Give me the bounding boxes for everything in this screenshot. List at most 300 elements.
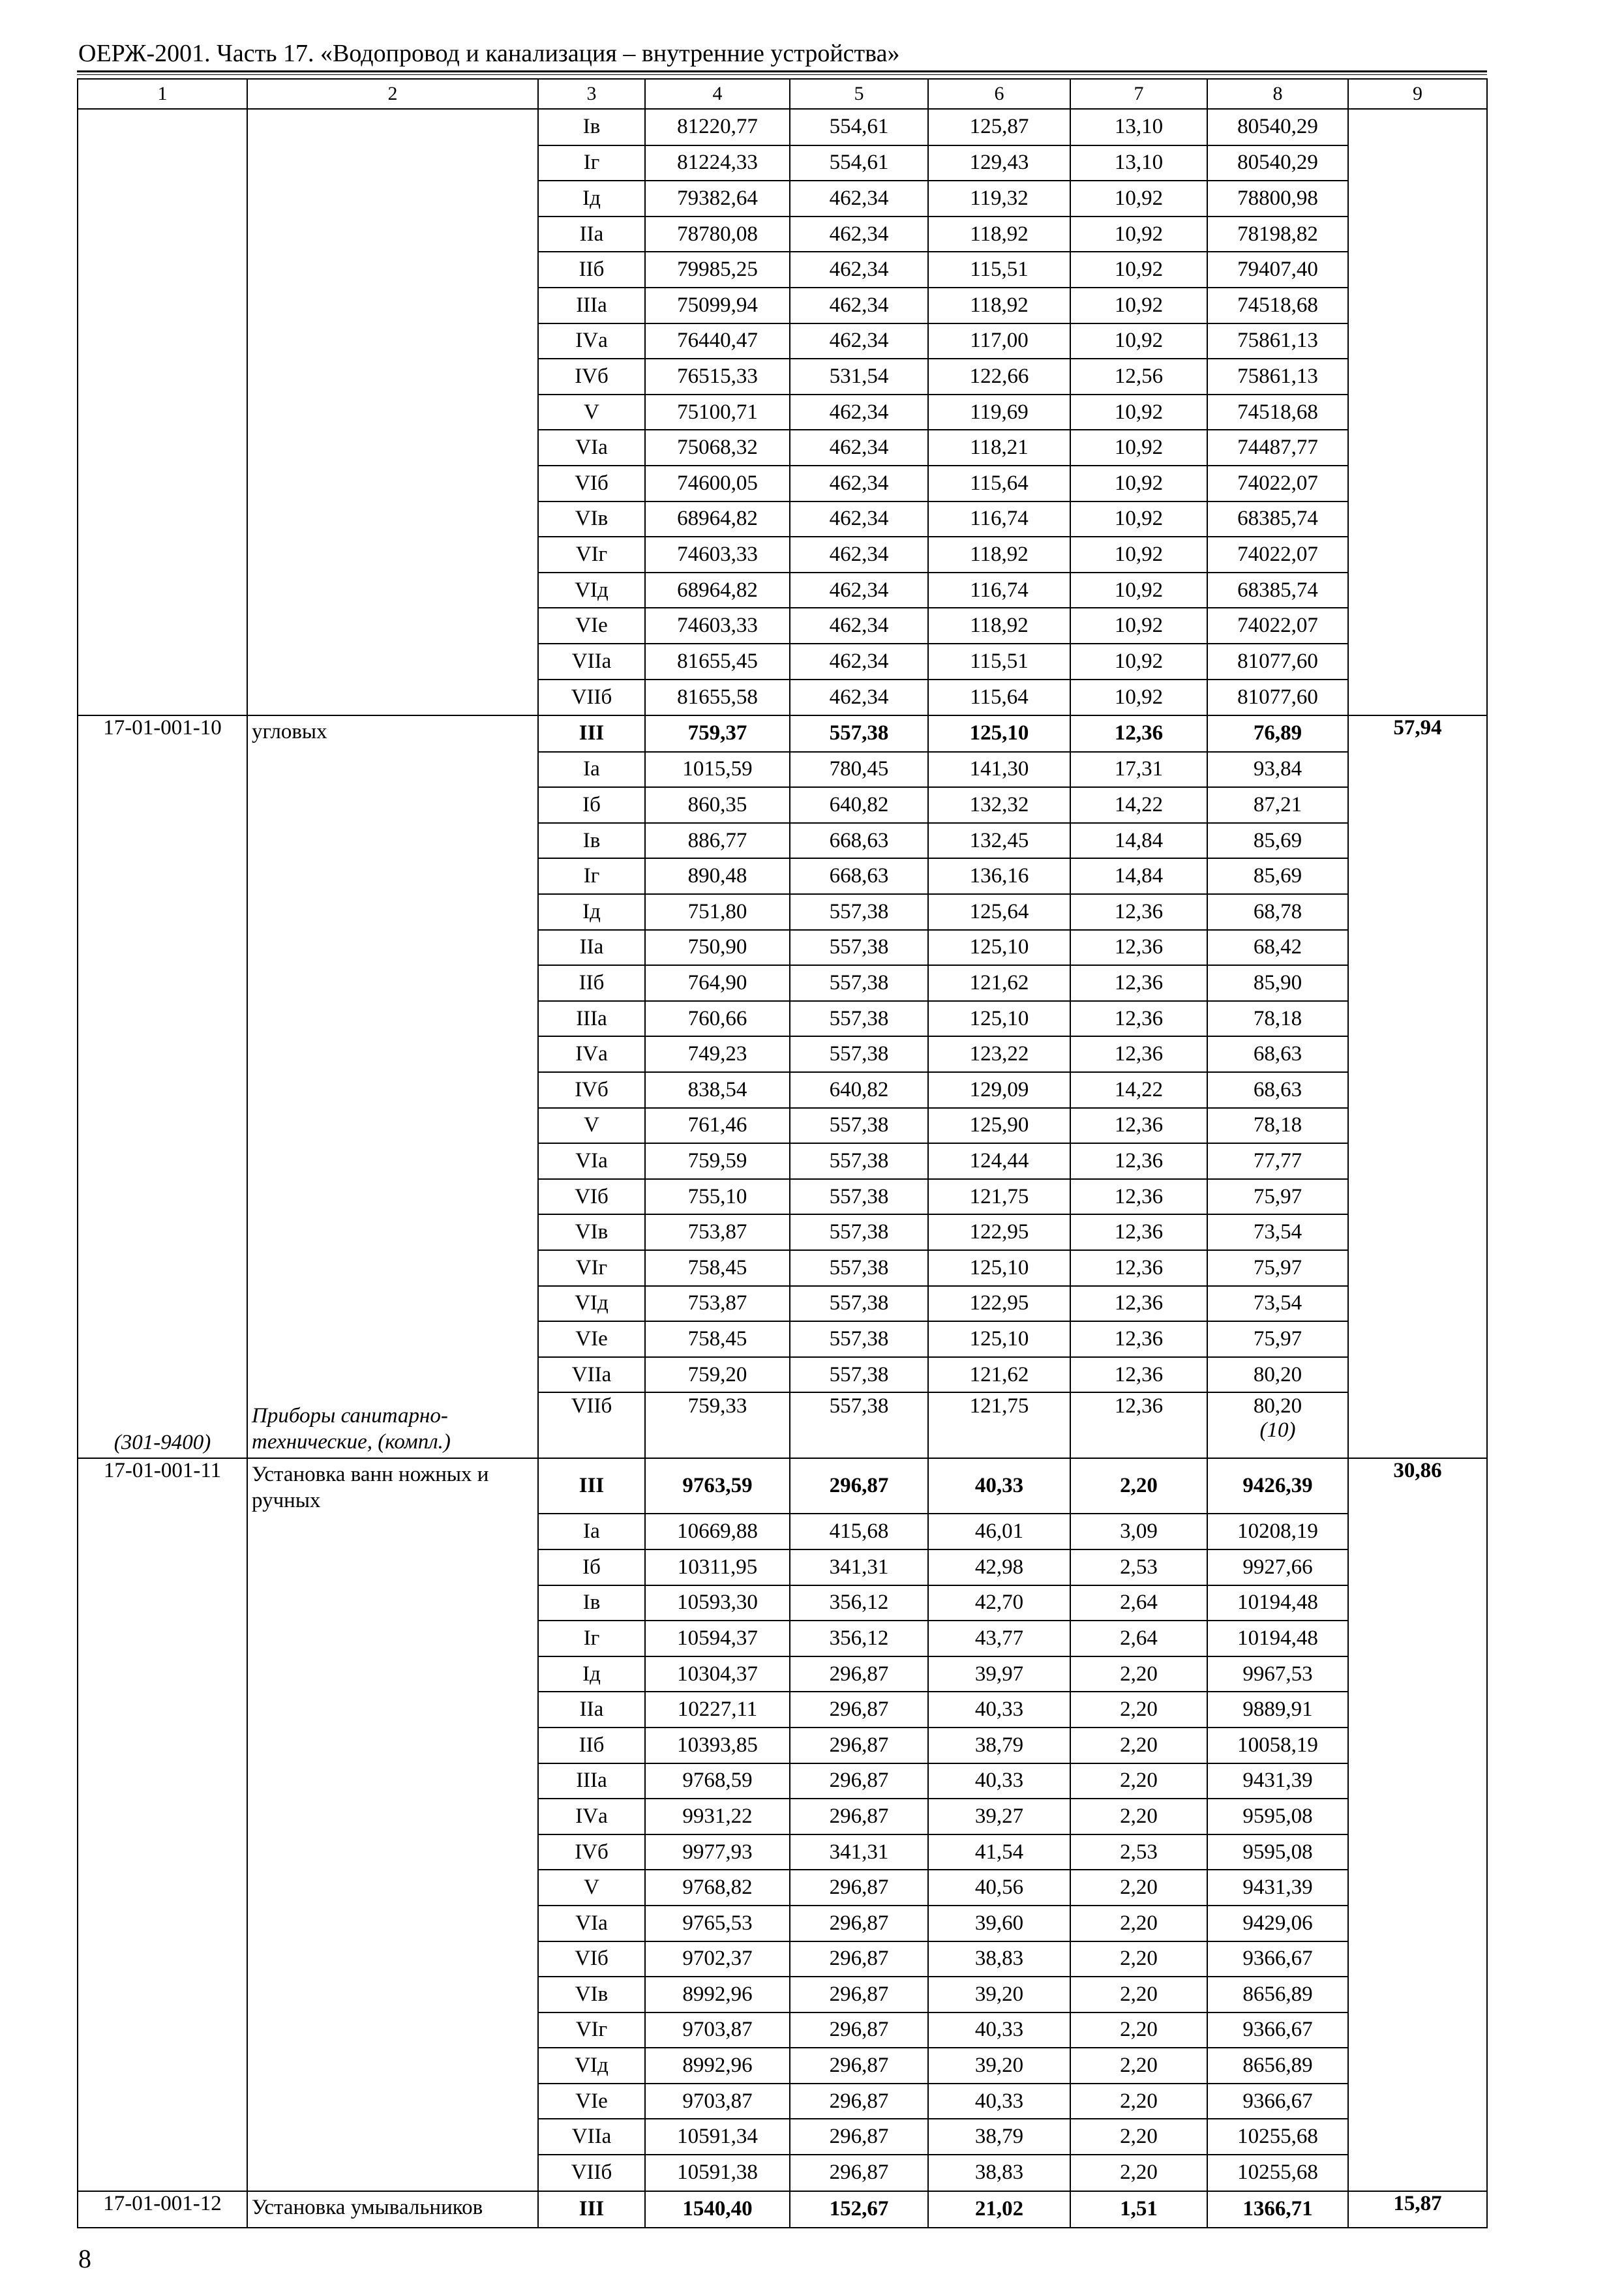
cell-c4: 75068,32 <box>645 430 790 466</box>
cell-c7: 12,56 <box>1070 359 1207 395</box>
cell-c4: 9768,59 <box>645 1763 790 1799</box>
cell-c2 <box>247 1036 538 1072</box>
cell-c8: 74518,68 <box>1207 288 1348 323</box>
table-row <box>78 965 1487 1001</box>
cell-c9 <box>1348 1977 1487 2012</box>
cell-c7: 12,36 <box>1070 1036 1207 1072</box>
cell-c2 <box>247 1143 538 1179</box>
cell-c5: 296,87 <box>790 1656 928 1692</box>
cell-c6: 41,54 <box>928 1834 1070 1870</box>
table-row <box>78 359 1487 395</box>
cell-c5: 462,34 <box>790 323 928 359</box>
cell-c8: 79407,40 <box>1207 252 1348 288</box>
cell-c9 <box>1348 2155 1487 2191</box>
cell-c7: 12,36 <box>1070 1179 1207 1215</box>
cell-c7: 10,92 <box>1070 252 1207 288</box>
column-number: 8 <box>1207 79 1348 109</box>
table-row <box>78 537 1487 573</box>
table-row <box>78 1250 1487 1286</box>
cell-c6: 118,92 <box>928 537 1070 573</box>
table-row <box>78 1656 1487 1692</box>
cell-c2 <box>247 965 538 1001</box>
cell-c9 <box>1348 1656 1487 1692</box>
column-number: 2 <box>247 79 538 109</box>
cell-c3: VIа <box>538 430 645 466</box>
cell-c7: 2,20 <box>1070 2012 1207 2048</box>
cell-c7: 2,20 <box>1070 2084 1207 2119</box>
table-row <box>78 1763 1487 1799</box>
cell-c5: 296,87 <box>790 2084 928 2119</box>
cell-c9 <box>1348 109 1487 145</box>
cell-c6: 121,75 <box>928 1392 1070 1458</box>
cell-c9 <box>1348 395 1487 430</box>
cell-c2 <box>247 217 538 252</box>
table-row <box>78 2119 1487 2155</box>
cell-c4: 759,37 <box>645 715 790 752</box>
cell-c3: VIе <box>538 608 645 644</box>
cell-c9: 57,94 <box>1348 715 1487 752</box>
cell-c6: 40,33 <box>928 2084 1070 2119</box>
cell-c2 <box>247 1941 538 1977</box>
cell-c5: 296,87 <box>790 1458 928 1514</box>
cell-c2 <box>247 1977 538 2012</box>
cell-c2: угловых <box>247 715 538 752</box>
table-row <box>78 894 1487 930</box>
cell-c7: 2,20 <box>1070 1458 1207 1514</box>
cell-c8: 78800,98 <box>1207 181 1348 217</box>
cell-c8 <box>1207 1392 1348 1458</box>
cell-c2 <box>247 1799 538 1834</box>
table-row <box>78 1108 1487 1144</box>
cell-c3: V <box>538 395 645 430</box>
cell-c7: 12,36 <box>1070 1214 1207 1250</box>
cell-c6: 46,01 <box>928 1514 1070 1549</box>
cell-c5: 557,38 <box>790 1108 928 1144</box>
cell-c9 <box>1348 930 1487 966</box>
cell-c8: 73,54 <box>1207 1214 1348 1250</box>
cell-c3: IIб <box>538 965 645 1001</box>
cell-c9 <box>1348 1214 1487 1250</box>
cell-c2 <box>247 537 538 573</box>
cell-c1 <box>78 1621 247 1656</box>
cell-c8: 74022,07 <box>1207 466 1348 501</box>
table-row <box>78 181 1487 217</box>
cell-c6: 118,92 <box>928 608 1070 644</box>
cell-c3: Iг <box>538 858 645 894</box>
cell-c4: 764,90 <box>645 965 790 1001</box>
cell-c8: 78,18 <box>1207 1001 1348 1037</box>
cell-c6: 129,09 <box>928 1072 1070 1108</box>
cell-c7: 2,53 <box>1070 1549 1207 1585</box>
cell-c3: VIд <box>538 2048 645 2084</box>
cell-c3: IVб <box>538 1072 645 1108</box>
cell-c3: VIIа <box>538 644 645 680</box>
cell-c7: 2,20 <box>1070 1728 1207 1763</box>
cell-c3: Iб <box>538 787 645 823</box>
cell-c5: 462,34 <box>790 181 928 217</box>
cell-c5: 668,63 <box>790 823 928 859</box>
cell-c9 <box>1348 1728 1487 1763</box>
column-number: 7 <box>1070 79 1207 109</box>
cell-c1 <box>78 252 247 288</box>
cell-c9 <box>1348 323 1487 359</box>
cell-c4: 9702,37 <box>645 1941 790 1977</box>
table-row <box>78 1392 1487 1458</box>
cell-c3: VIб <box>538 1941 645 1977</box>
cell-c1 <box>78 1870 247 1906</box>
table-row <box>78 2191 1487 2228</box>
cell-c5: 356,12 <box>790 1621 928 1656</box>
cell-c1 <box>78 965 247 1001</box>
cell-c9 <box>1348 858 1487 894</box>
cell-c3: IIа <box>538 217 645 252</box>
cell-c9 <box>1348 1357 1487 1393</box>
cell-c3: Iб <box>538 1549 645 1585</box>
cell-c9 <box>1348 1179 1487 1215</box>
cell-c1 <box>78 1036 247 1072</box>
cell-c2 <box>247 894 538 930</box>
cell-c4: 886,77 <box>645 823 790 859</box>
cell-c5: 557,38 <box>790 1321 928 1357</box>
cell-c8: 74487,77 <box>1207 430 1348 466</box>
table-row <box>78 430 1487 466</box>
cell-c2 <box>247 1763 538 1799</box>
cell-c9 <box>1348 680 1487 716</box>
cell-c1 <box>78 323 247 359</box>
cell-c4: 761,46 <box>645 1108 790 1144</box>
cell-c3: VIв <box>538 501 645 537</box>
cell-c8: 9429,06 <box>1207 1906 1348 1941</box>
cell-c6: 40,33 <box>928 1763 1070 1799</box>
cell-c4: 751,80 <box>645 894 790 930</box>
cell-c7: 10,92 <box>1070 644 1207 680</box>
cell-c4: 10591,38 <box>645 2155 790 2191</box>
cell-c8: 68,78 <box>1207 894 1348 930</box>
table-row <box>78 217 1487 252</box>
cell-c9 <box>1348 1108 1487 1144</box>
column-number: 9 <box>1348 79 1487 109</box>
cell-c4: 758,45 <box>645 1250 790 1286</box>
cell-c7: 12,36 <box>1070 1392 1207 1458</box>
cell-c7: 12,36 <box>1070 894 1207 930</box>
cell-c4: 1015,59 <box>645 752 790 788</box>
cell-c8: 81077,60 <box>1207 644 1348 680</box>
cell-c8: 9927,66 <box>1207 1549 1348 1585</box>
cell-c3: VIв <box>538 1977 645 2012</box>
cell-c5: 557,38 <box>790 1036 928 1072</box>
cell-c3: III <box>538 715 645 752</box>
cell-c3: IIIа <box>538 1763 645 1799</box>
cell-c6: 40,33 <box>928 1692 1070 1728</box>
cell-c7: 2,20 <box>1070 1656 1207 1692</box>
cell-c2 <box>247 1870 538 1906</box>
cell-c2 <box>247 858 538 894</box>
cell-c3: Iг <box>538 145 645 181</box>
cell-c1 <box>78 466 247 501</box>
cell-c4: 759,59 <box>645 1143 790 1179</box>
cell-c1 <box>78 181 247 217</box>
cell-c9 <box>1348 1692 1487 1728</box>
cell-c4: 10393,85 <box>645 1728 790 1763</box>
cell-c9 <box>1348 252 1487 288</box>
cell-c6: 39,27 <box>928 1799 1070 1834</box>
cell-c7: 2,64 <box>1070 1585 1207 1621</box>
cell-c5: 640,82 <box>790 787 928 823</box>
cell-c5: 296,87 <box>790 2012 928 2048</box>
cell-c7: 2,20 <box>1070 1941 1207 1977</box>
cell-c7: 10,92 <box>1070 537 1207 573</box>
cell-c1 <box>78 501 247 537</box>
table-row <box>78 1214 1487 1250</box>
table-row <box>78 1549 1487 1585</box>
cell-c5: 462,34 <box>790 680 928 716</box>
cell-c7: 10,92 <box>1070 573 1207 608</box>
cell-c5: 557,38 <box>790 1179 928 1215</box>
table-row <box>78 1977 1487 2012</box>
table-row <box>78 1001 1487 1037</box>
cell-c7: 14,84 <box>1070 823 1207 859</box>
cell-c1 <box>78 858 247 894</box>
cell-c7: 2,20 <box>1070 1906 1207 1941</box>
cell-c9 <box>1348 359 1487 395</box>
cell-c9 <box>1348 1514 1487 1549</box>
cell-c1 <box>78 1072 247 1108</box>
cell-c3: IIа <box>538 930 645 966</box>
cell-c7: 10,92 <box>1070 217 1207 252</box>
cell-c5: 462,34 <box>790 466 928 501</box>
cell-c1 <box>78 1692 247 1728</box>
cell-c4: 750,90 <box>645 930 790 966</box>
cell-c1 <box>78 288 247 323</box>
cell-c5: 356,12 <box>790 1585 928 1621</box>
table-row <box>78 1357 1487 1393</box>
cell-c4: 8992,96 <box>645 1977 790 2012</box>
cell-c2 <box>247 252 538 288</box>
cell-c4: 9931,22 <box>645 1799 790 1834</box>
cell-c3: Iв <box>538 109 645 145</box>
cell-c9 <box>1348 1834 1487 1870</box>
table-row <box>78 1286 1487 1322</box>
cell-c4: 10591,34 <box>645 2119 790 2155</box>
cell-c4: 9703,87 <box>645 2012 790 2048</box>
table-row <box>78 2048 1487 2084</box>
cell-c7: 2,20 <box>1070 1692 1207 1728</box>
cell-c1 <box>78 1214 247 1250</box>
cell-c8: 10058,19 <box>1207 1728 1348 1763</box>
cell-c6: 129,43 <box>928 145 1070 181</box>
cell-c2 <box>247 608 538 644</box>
cell-c4: 79985,25 <box>645 252 790 288</box>
cell-c6: 124,44 <box>928 1143 1070 1179</box>
table-row <box>78 680 1487 716</box>
cell-c7: 12,36 <box>1070 1321 1207 1357</box>
cell-c2 <box>247 1906 538 1941</box>
cell-c1 <box>78 1357 247 1393</box>
cell-c8: 80540,29 <box>1207 109 1348 145</box>
cell-c7: 2,20 <box>1070 2048 1207 2084</box>
cell-c9 <box>1348 1906 1487 1941</box>
cell-c5: 296,87 <box>790 1799 928 1834</box>
cell-c2 <box>247 2119 538 2155</box>
cell-c7: 12,36 <box>1070 1286 1207 1322</box>
cell-c3: Iг <box>538 1621 645 1656</box>
cell-c4: 10593,30 <box>645 1585 790 1621</box>
table-row <box>78 466 1487 501</box>
cell-c6: 121,62 <box>928 1357 1070 1393</box>
cell-c3: IIа <box>538 1692 645 1728</box>
cell-c7: 10,92 <box>1070 466 1207 501</box>
cell-c7: 10,92 <box>1070 181 1207 217</box>
cell-c5: 640,82 <box>790 1072 928 1108</box>
cell-c3: VIг <box>538 1250 645 1286</box>
cell-c1 <box>78 1001 247 1037</box>
cell-c1 <box>78 1656 247 1692</box>
cell-c6: 38,79 <box>928 1728 1070 1763</box>
cell-c8: 74022,07 <box>1207 608 1348 644</box>
cell-c4: 10304,37 <box>645 1656 790 1692</box>
cell-c1 <box>78 1250 247 1286</box>
table-row <box>78 644 1487 680</box>
cell-c9 <box>1348 644 1487 680</box>
cell-c1 <box>78 109 247 145</box>
cell-c1 <box>78 1941 247 1977</box>
cell-c3: Iв <box>538 1585 645 1621</box>
cell-c5: 531,54 <box>790 359 928 395</box>
cell-c2 <box>247 501 538 537</box>
cell-c1 <box>78 359 247 395</box>
table-row <box>78 1143 1487 1179</box>
cell-c9 <box>1348 145 1487 181</box>
cell-c5: 296,87 <box>790 1692 928 1728</box>
cell-c7: 12,36 <box>1070 1357 1207 1393</box>
cell-c9 <box>1348 1001 1487 1037</box>
table-row <box>78 2084 1487 2119</box>
cell-c6: 39,60 <box>928 1906 1070 1941</box>
cell-c1: 17-01-001-10 <box>78 715 247 752</box>
cell-c8: 93,84 <box>1207 752 1348 788</box>
cell-c1 <box>78 537 247 573</box>
cell-c7: 13,10 <box>1070 145 1207 181</box>
cell-c4: 9977,93 <box>645 1834 790 1870</box>
cell-c3: IVа <box>538 323 645 359</box>
cell-c4: 758,45 <box>645 1321 790 1357</box>
cell-c7: 12,36 <box>1070 715 1207 752</box>
cell-c5: 557,38 <box>790 715 928 752</box>
cell-c9 <box>1348 2119 1487 2155</box>
cell-c1 <box>78 2155 247 2191</box>
cell-c8: 9431,39 <box>1207 1763 1348 1799</box>
cell-c8: 68,63 <box>1207 1072 1348 1108</box>
cell-c2 <box>247 323 538 359</box>
cell-c3: VIг <box>538 537 645 573</box>
cell-c6: 38,83 <box>928 2155 1070 2191</box>
cell-c5: 462,34 <box>790 252 928 288</box>
cell-c1 <box>78 2084 247 2119</box>
cell-c4: 76440,47 <box>645 323 790 359</box>
cell-c4: 81655,58 <box>645 680 790 716</box>
table-row <box>78 1692 1487 1728</box>
cell-c7: 10,92 <box>1070 501 1207 537</box>
table-row <box>78 1941 1487 1977</box>
cell-c2 <box>247 2084 538 2119</box>
table-row <box>78 395 1487 430</box>
cell-c5: 554,61 <box>790 109 928 145</box>
cell-c7: 10,92 <box>1070 680 1207 716</box>
cell-c5: 296,87 <box>790 1763 928 1799</box>
cell-c4: 79382,64 <box>645 181 790 217</box>
cell-c6: 132,32 <box>928 787 1070 823</box>
cell-c8: 9595,08 <box>1207 1834 1348 1870</box>
cell-c2 <box>247 1108 538 1144</box>
cell-c4: 838,54 <box>645 1072 790 1108</box>
cell-c1 <box>78 430 247 466</box>
cell-c5: 296,87 <box>790 2155 928 2191</box>
cell-c6: 42,98 <box>928 1549 1070 1585</box>
table-row <box>78 787 1487 823</box>
cell-c3: IIIа <box>538 288 645 323</box>
table-row <box>78 1458 1487 1514</box>
cell-c5: 557,38 <box>790 1392 928 1458</box>
cell-c7: 10,92 <box>1070 288 1207 323</box>
column-number: 5 <box>790 79 928 109</box>
cell-c9 <box>1348 288 1487 323</box>
cell-c8: 10194,48 <box>1207 1585 1348 1621</box>
cell-c3: IIб <box>538 1728 645 1763</box>
table-row <box>78 573 1487 608</box>
cell-c2 <box>247 1250 538 1286</box>
cell-c3: Iа <box>538 752 645 788</box>
cell-c2: Приборы санитарно-технические, (компл.) <box>247 1392 538 1458</box>
cell-c7: 2,64 <box>1070 1621 1207 1656</box>
cell-c6: 125,64 <box>928 894 1070 930</box>
cell-c6: 125,10 <box>928 715 1070 752</box>
cell-c2 <box>247 359 538 395</box>
cell-c3: IVб <box>538 1834 645 1870</box>
cell-value: 80,20 <box>1253 1394 1302 1418</box>
cell-c3: IVа <box>538 1036 645 1072</box>
rates-table <box>77 78 1488 2228</box>
cell-c4: 81224,33 <box>645 145 790 181</box>
cell-c1 <box>78 145 247 181</box>
cell-c5: 462,34 <box>790 608 928 644</box>
cell-c5: 668,63 <box>790 858 928 894</box>
cell-c5: 296,87 <box>790 1728 928 1763</box>
cell-c9 <box>1348 1250 1487 1286</box>
cell-c2 <box>247 2012 538 2048</box>
cell-c8: 9889,91 <box>1207 1692 1348 1728</box>
cell-c4: 760,66 <box>645 1001 790 1037</box>
cell-c6: 125,10 <box>928 1001 1070 1037</box>
cell-c2 <box>247 823 538 859</box>
cell-c3: Iд <box>538 181 645 217</box>
cell-c9: 15,87 <box>1348 2191 1487 2228</box>
cell-c2 <box>247 1357 538 1393</box>
cell-c1 <box>78 573 247 608</box>
cell-c1 <box>78 930 247 966</box>
cell-c9 <box>1348 537 1487 573</box>
cell-c5: 341,31 <box>790 1549 928 1585</box>
cell-c6: 121,75 <box>928 1179 1070 1215</box>
page-header: ОЕРЖ-2001. Часть 17. «Водопровод и канализация – внутренние устройства» <box>78 40 900 67</box>
cell-c4: 74603,33 <box>645 608 790 644</box>
cell-c7: 14,22 <box>1070 1072 1207 1108</box>
cell-c1 <box>78 787 247 823</box>
cell-c9 <box>1348 1392 1487 1458</box>
cell-c2 <box>247 109 538 145</box>
cell-c8: 68385,74 <box>1207 573 1348 608</box>
cell-c3: VIIа <box>538 2119 645 2155</box>
cell-c6: 136,16 <box>928 858 1070 894</box>
